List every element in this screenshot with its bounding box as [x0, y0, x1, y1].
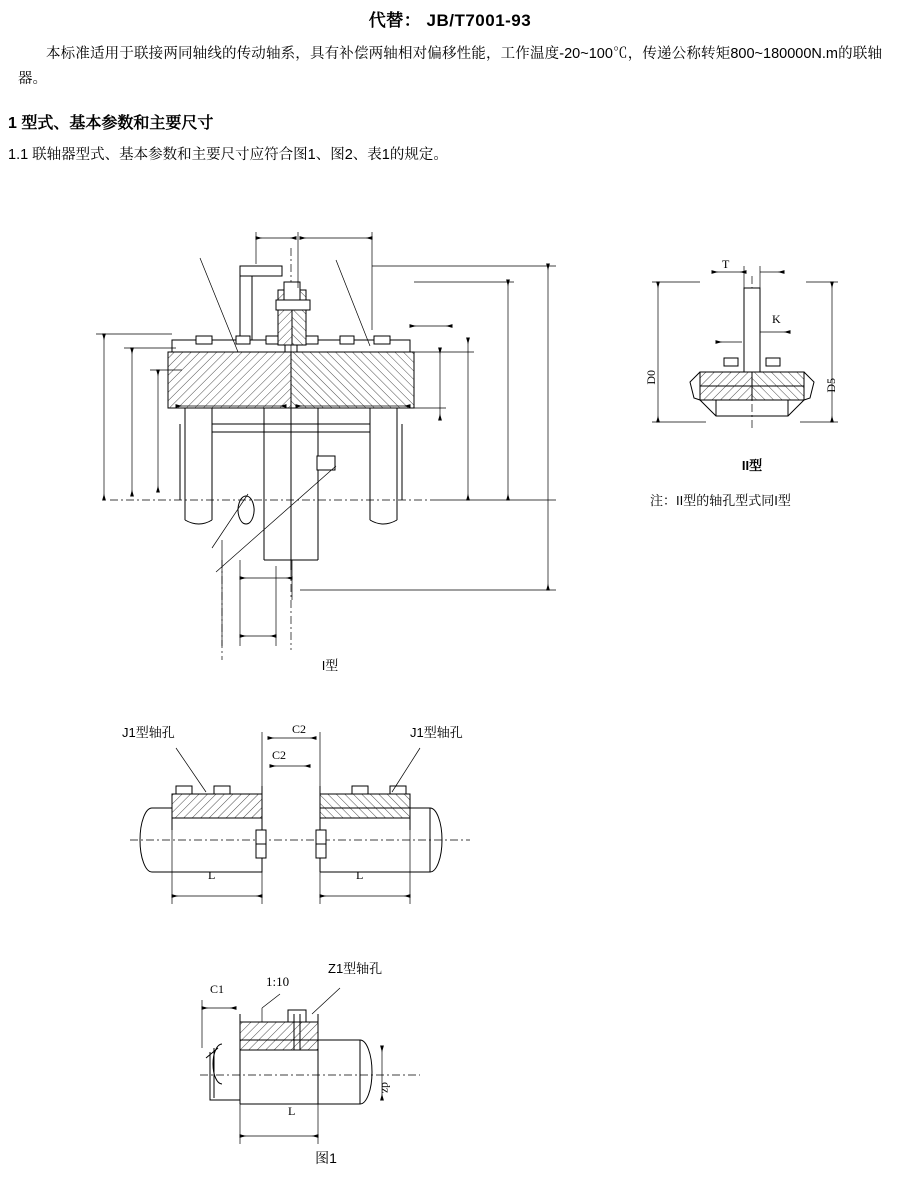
z1-bore-view	[200, 988, 420, 1144]
type-II-label: II型	[741, 458, 763, 473]
z1-bore-label: Z1型轴孔	[328, 961, 383, 976]
dim-c2-lower: C2	[272, 748, 287, 762]
dim-d0: D0	[644, 370, 658, 385]
dim-l-right: L	[356, 868, 364, 882]
dim-l-bottom: L	[288, 1104, 296, 1118]
dim-dz: dz	[379, 1082, 393, 1094]
j1-bore-label-left: J1型轴孔	[122, 725, 175, 740]
dim-c1: C1	[210, 982, 225, 996]
section-heading: 1 型式、基本参数和主要尺寸	[8, 115, 214, 132]
type-II-note: 注：II型的轴孔型式同I型	[650, 493, 791, 508]
section-subtext: 1.1 联轴器型式、基本参数和主要尺寸应符合图1、图2、表1的规定。	[8, 147, 448, 163]
j1-bore-label-right: J1型轴孔	[410, 725, 463, 740]
type-I-assembly	[96, 232, 556, 660]
intro-paragraph: 本标准适用于联接两同轴线的传动轴系，具有补偿两轴相对偏移性能，工作温度-20~100℃，传递公称转矩800~180000N.m的联轴器。	[18, 46, 882, 87]
dim-t: T	[722, 257, 730, 271]
type-I-label: I型	[321, 658, 339, 673]
dim-d5: D5	[824, 378, 838, 393]
taper-label: 1:10	[266, 974, 290, 989]
type-II-assembly	[652, 266, 838, 430]
figure-caption: 图1	[315, 1150, 337, 1166]
dim-c2-upper: C2	[292, 722, 307, 736]
dim-k: K	[772, 312, 781, 326]
dim-l-left: L	[208, 868, 216, 882]
j1-bore-view	[130, 732, 470, 904]
page-header-replaces: 代替： JB/T7001-93	[368, 11, 532, 30]
